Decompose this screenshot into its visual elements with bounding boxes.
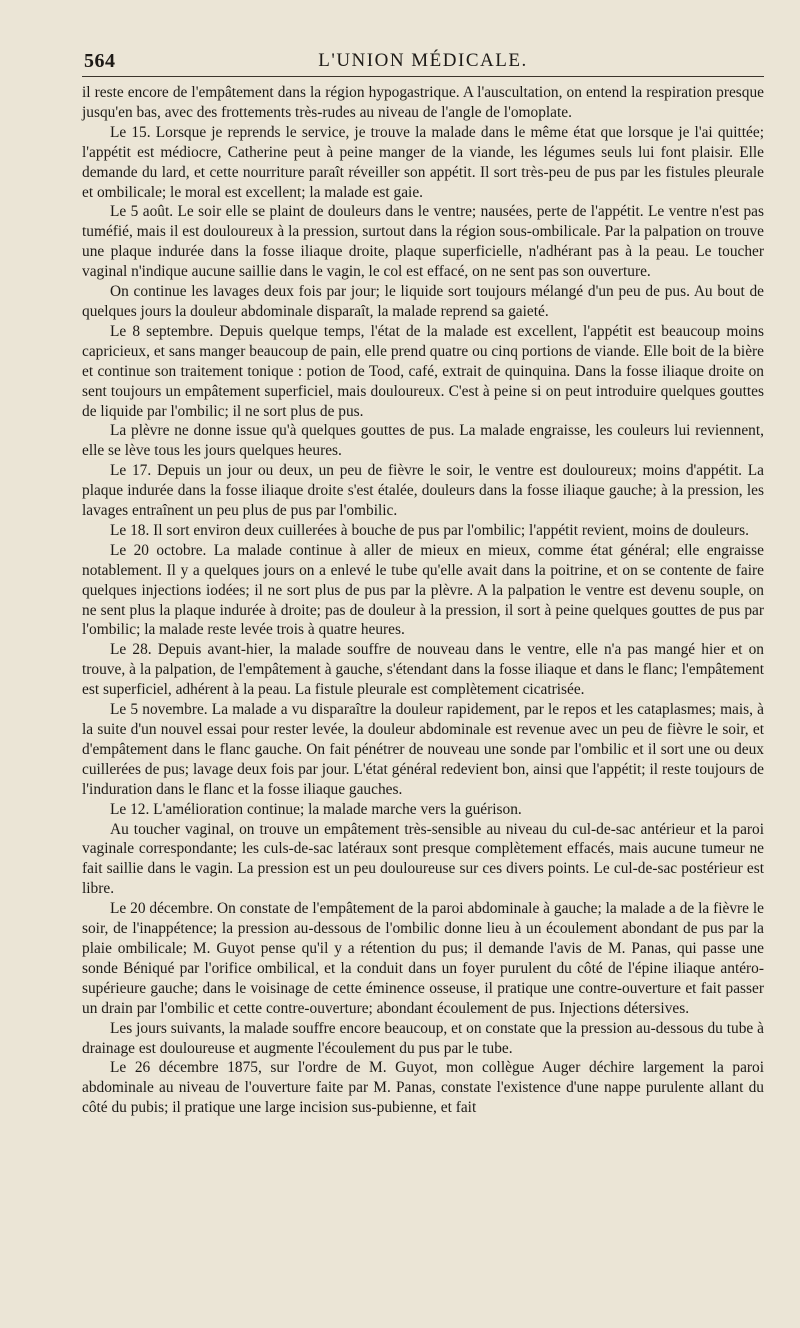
paragraph: Le 5 août. Le soir elle se plaint de douleurs dans le ventre; nausées, perte de l'appétit. Le ventre n'est pas tuméfié, mais il est douloureux à la pression, surtout dans la région sous-ombilicale. Par la palpation on trouve une plaque indurée dans la fosse iliaque droite, plaque superficielle, n'adhérant pas à la peau. Le toucher vaginal n'indique aucune saillie dans le vagin, le col est effacé, on ne sent pas son ouverture. bbox=[82, 203, 764, 281]
page-header bbox=[82, 42, 764, 77]
paragraph: Les jours suivants, la malade souffre encore beaucoup, et on constate que la pression au-dessous du tube à drainage est douloureuse et augmente l'écoulement du pus par le tube. bbox=[82, 1019, 764, 1057]
paragraph: On continue les lavages deux fois par jour; le liquide sort toujours mélangé d'un peu de pus. Au bout de quelques jours la douleur abdominale disparaît, la malade reprend sa gaieté. bbox=[82, 283, 764, 320]
paragraph: Le 18. Il sort environ deux cuillerées à bouche de pus par l'ombilic; l'appétit revient, moins de douleurs. bbox=[110, 521, 749, 539]
journal-title: L'UNION MÉDICALE. bbox=[318, 50, 528, 71]
paragraph: Le 8 septembre. Depuis quelque temps, l'état de la malade est excellent, l'appétit est beaucoup moins capricieux, et sans manger beaucoup de pain, elle prend quatre ou cinq portions de viande. Elle boit de la bière et continue son traitement tonique : potion de Tood, café, extrait de quinquina. Dans la fosse iliaque droite on sent toujours un empâtement superficiel, mais douloureux. C'est à peine si on peut introduire quelques gouttes de liquide par l'ombilic; il ne sort plus de pus. bbox=[82, 322, 764, 420]
paragraph: Le 26 décembre 1875, sur l'ordre de M. Guyot, mon collègue Auger déchire largement la paroi abdominale au niveau de l'ouverture faite par M. Panas, constate l'existence d'une nappe purulente allant du côté du pubis; il pratique une large incision sus-pubienne, et fait bbox=[82, 1059, 764, 1117]
paragraph: Au toucher vaginal, on trouve un empâtement très-sensible au niveau du cul-de-sac antérieur et la paroi vaginale correspondante; les culs-de-sac latéraux sont presque complètement effacés, mais aucune tumeur ne fait saillie dans le vagin. La pression est un peu douloureuse sur ces divers points. Le cul-de-sac postérieur est libre. bbox=[82, 820, 764, 898]
paragraph: Le 20 octobre. La malade continue à aller de mieux en mieux, comme état général; elle engraisse notablement. Il y a quelques jours on a enlevé le tube qu'elle avait dans la poitrine, et on se contente de faire quelques injections iodées; il ne sort plus de pus par la plèvre. A la palpation le ventre est devenu souple, on ne sent plus la plaque indurée à droite; pas de douleur à la pression, il sort à peine quelques gouttes de pus par l'ombilic; la malade reste levée trois à quatre heures. bbox=[82, 541, 764, 639]
page-number: 564 bbox=[84, 50, 116, 72]
paragraph: La plèvre ne donne issue qu'à quelques gouttes de pus. La malade engraisse, les couleurs lui reviennent, elle se lève tous les jours quelques heures. bbox=[82, 422, 764, 460]
paragraph: Le 15. Lorsque je reprends le service, je trouve la malade dans le même état que lorsque je l'ai quittée; l'appétit est médiocre, Catherine peut à peine manger de la viande, les légumes seuls lui font plaisir. Elle demande du lard, et cette nourriture paraît réveiller son appétit. Il sort très-peu de pus par les fistules pleurale et ombilicale; le moral est excellent; la malade est gaie. bbox=[82, 123, 764, 201]
paragraph: Le 12. L'amélioration continue; la malade marche vers la guérison. bbox=[110, 800, 522, 818]
paragraph: Le 20 décembre. On constate de l'empâtement de la paroi abdominale à gauche; la malade a de la fièvre le soir, de l'inappétence; la pression au-dessous de l'ombilic donne lieu à un écoulement abondant de pus par la plaie ombilicale; M. Guyot pense qu'il y a rétention du pus; il demande l'avis de M. Panas, qui passe une sonde Béniqué par l'orifice ombilical, et la conduit dans un foyer purulent du côté de l'épine iliaque antéro-supérieure gauche; dans le voisinage de cette éminence osseuse, il pratique une contre-ouverture et fait passer un drain par l'ombilic et cette contre-ouverture; abondant écoulement de pus. Injections détersives. bbox=[82, 900, 764, 1017]
body-text bbox=[82, 83, 764, 1118]
paragraph: Le 28. Depuis avant-hier, la malade souffre de nouveau dans le ventre, elle n'a pas mangé hier et on trouve, à la palpation, de l'empâtement à gauche, s'étendant dans la fosse iliaque et dans le flanc; l'empâtement est superficiel, adhérent à la peau. La fistule pleurale est complètement cicatrisée. bbox=[82, 641, 764, 699]
paragraph: Le 5 novembre. La malade a vu disparaître la douleur rapidement, par le repos et les cataplasmes; mais, à la suite d'un nouvel essai pour rester levée, la douleur abdominale est revenue avec un peu de fièvre le soir, et d'empâtement dans le flanc gauche. On fait pénétrer de nouveau une sonde par l'ombilic et il sort une ou deux cuillerées de pus; lavage deux fois par jour. L'état général redevient bon, ainsi que l'appétit; il reste toujours de l'induration dans le flanc et la fosse iliaque gauches. bbox=[82, 701, 764, 798]
paragraph: Le 17. Depuis un jour ou deux, un peu de fièvre le soir, le ventre est douloureux; moins d'appétit. La plaque indurée dans la fosse iliaque droite s'est étalée, douleurs dans la fosse iliaque gauche; à la pression, les lavages entraînent un peu plus de pus par l'ombilic. bbox=[82, 462, 764, 520]
paragraph: il reste encore de l'empâtement dans la région hypogastrique. A l'auscultation, on entend la respiration presque jusqu'en bas, avec des frottements très-rudes au niveau de l'angle de l'omoplate. bbox=[82, 84, 764, 121]
